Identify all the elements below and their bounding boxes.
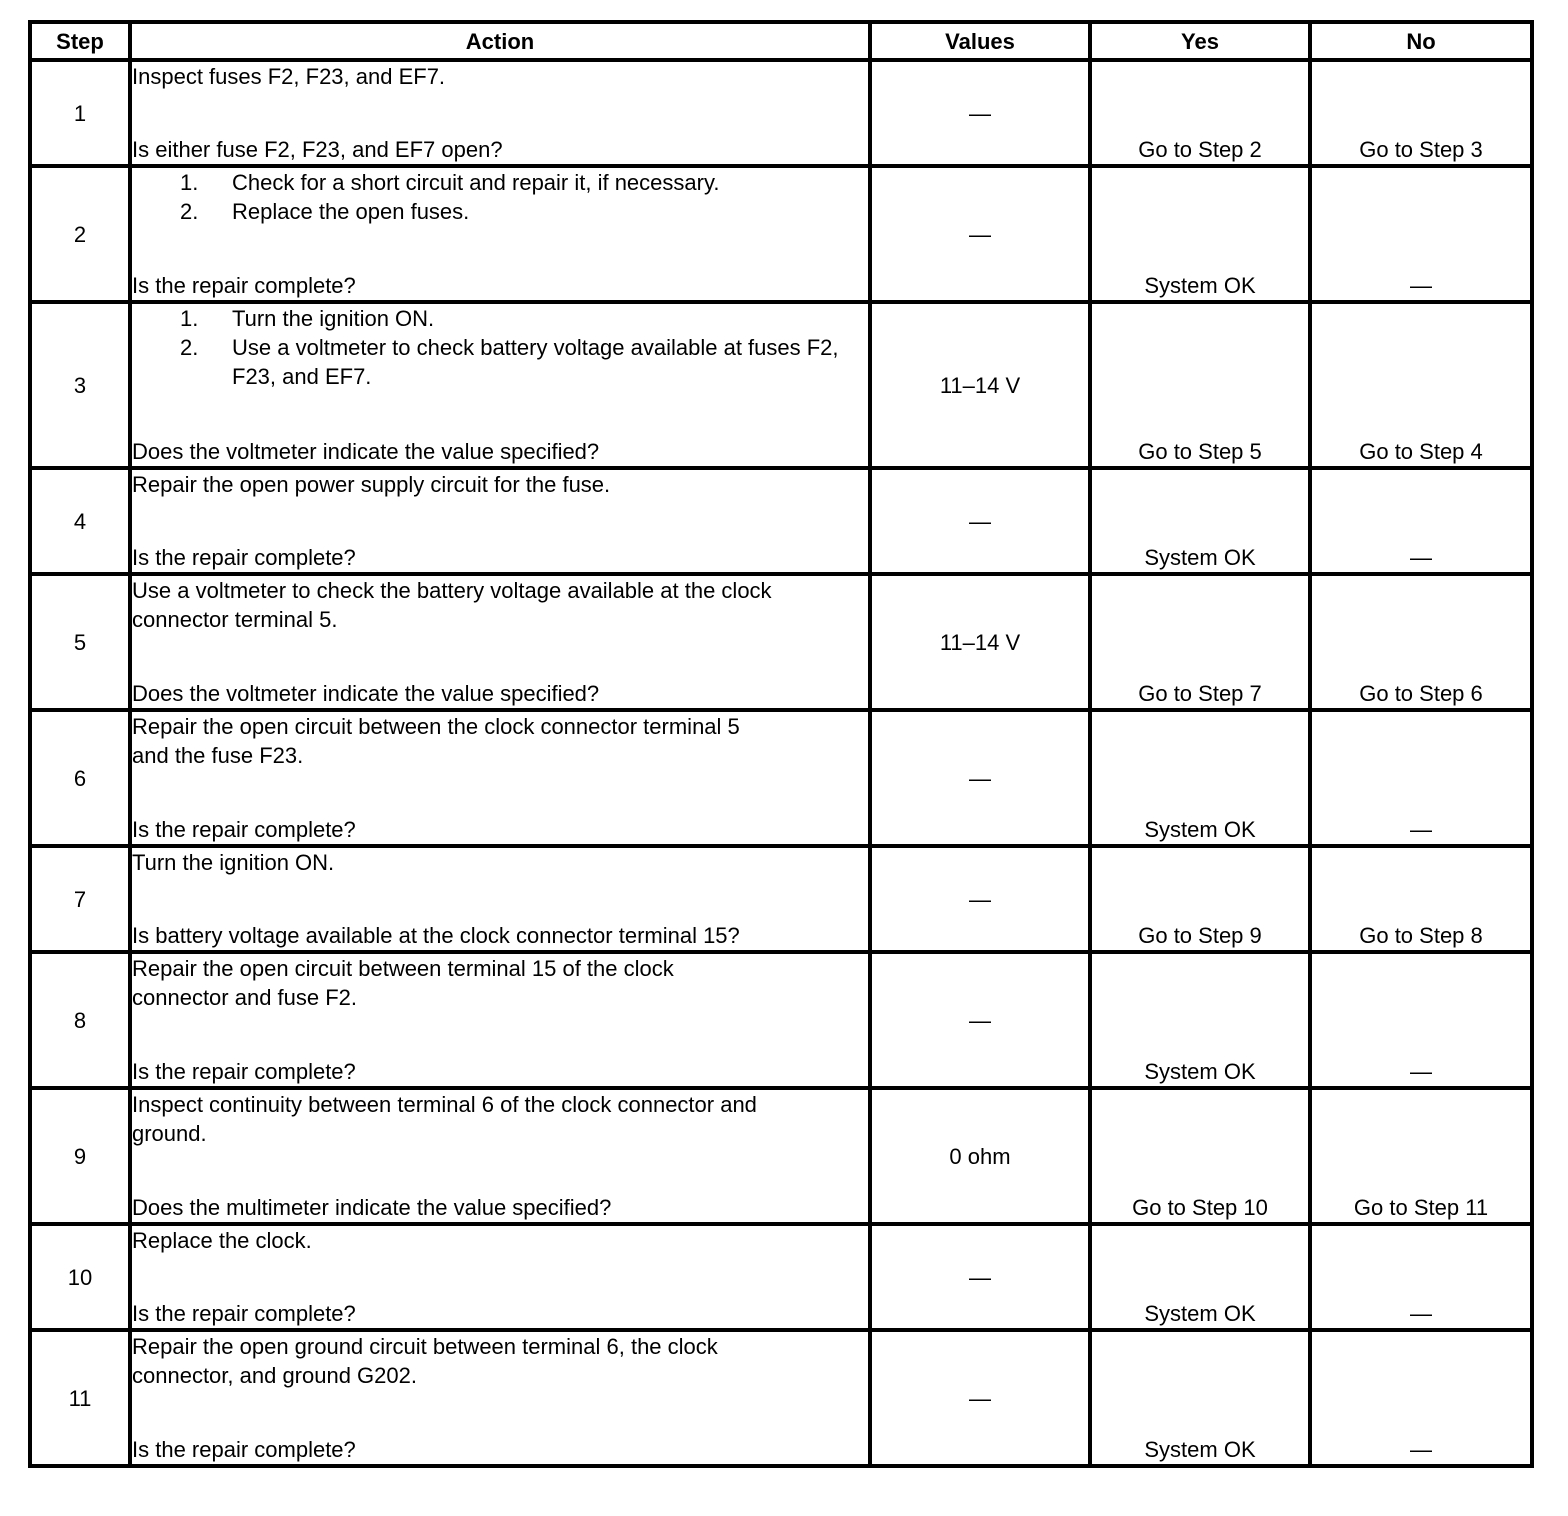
action-content xyxy=(132,848,868,950)
table-body xyxy=(30,60,1532,1466)
action-cell xyxy=(130,1088,870,1224)
header-no: No xyxy=(1310,22,1532,60)
action-content xyxy=(132,304,868,466)
value-cell: 0 ohm xyxy=(870,1088,1090,1224)
action-content xyxy=(132,1332,868,1464)
value-cell: — xyxy=(870,846,1090,952)
table-row xyxy=(30,710,1532,846)
numbered-item xyxy=(132,304,868,333)
table-row xyxy=(30,846,1532,952)
action-instructions xyxy=(132,1090,868,1148)
action-question: Is the repair complete? xyxy=(132,1059,356,1084)
yes-cell: Go to Step 7 xyxy=(1090,574,1310,710)
action-cell xyxy=(130,468,870,574)
table-row xyxy=(30,468,1532,574)
table-row xyxy=(30,60,1532,166)
no-cell: Go to Step 4 xyxy=(1310,302,1532,468)
no-cell: — xyxy=(1310,1224,1532,1330)
step-number: 11 xyxy=(30,1330,130,1466)
no-cell: Go to Step 6 xyxy=(1310,574,1532,710)
yes-cell: System OK xyxy=(1090,952,1310,1088)
no-cell: Go to Step 8 xyxy=(1310,846,1532,952)
item-number: 2. xyxy=(180,335,199,360)
header-step: Step xyxy=(30,22,130,60)
no-cell: — xyxy=(1310,166,1532,302)
action-instructions xyxy=(132,304,868,391)
action-text-line: Repair the open circuit between the clock connector terminal 5 xyxy=(132,714,740,739)
action-question: Is the repair complete? xyxy=(132,1437,356,1462)
table-row xyxy=(30,1224,1532,1330)
action-content xyxy=(132,712,868,844)
table-row xyxy=(30,166,1532,302)
item-number: 1. xyxy=(180,170,199,195)
action-instructions xyxy=(132,712,868,770)
value-cell: — xyxy=(870,60,1090,166)
action-text-line: and the fuse F23. xyxy=(132,743,304,768)
numbered-item xyxy=(132,197,868,226)
action-instructions xyxy=(132,62,868,91)
action-text-line: connector, and ground G202. xyxy=(132,1363,417,1388)
action-question: Is the repair complete? xyxy=(132,273,356,298)
no-cell: — xyxy=(1310,468,1532,574)
item-number: 2. xyxy=(180,199,199,224)
action-text-line: Use a voltmeter to check the battery voltage available at the clock xyxy=(132,578,772,603)
action-content xyxy=(132,470,868,572)
action-content xyxy=(132,954,868,1086)
action-content xyxy=(132,1090,868,1222)
table-row xyxy=(30,302,1532,468)
yes-cell: System OK xyxy=(1090,1330,1310,1466)
no-cell: — xyxy=(1310,952,1532,1088)
action-content xyxy=(132,62,868,164)
no-cell: Go to Step 11 xyxy=(1310,1088,1532,1224)
action-cell xyxy=(130,710,870,846)
step-number: 9 xyxy=(30,1088,130,1224)
value-cell: — xyxy=(870,166,1090,302)
value-cell: 11–14 V xyxy=(870,302,1090,468)
action-instructions xyxy=(132,470,868,499)
action-question: Does the voltmeter indicate the value specified? xyxy=(132,439,600,464)
action-content xyxy=(132,1226,868,1328)
action-cell xyxy=(130,60,870,166)
no-cell: — xyxy=(1310,1330,1532,1466)
value-cell: — xyxy=(870,710,1090,846)
table-row xyxy=(30,1330,1532,1466)
action-cell xyxy=(130,952,870,1088)
value-cell: — xyxy=(870,1224,1090,1330)
step-number: 10 xyxy=(30,1224,130,1330)
action-question: Is either fuse F2, F23, and EF7 open? xyxy=(132,137,503,162)
action-instructions xyxy=(132,1332,868,1390)
value-cell: — xyxy=(870,1330,1090,1466)
item-text: Use a voltmeter to check battery voltage available at fuses F2, F23, and EF7. xyxy=(232,335,839,389)
step-number: 2 xyxy=(30,166,130,302)
value-cell: 11–14 V xyxy=(870,574,1090,710)
table-row xyxy=(30,574,1532,710)
action-question: Is the repair complete? xyxy=(132,1301,356,1326)
action-text-line: Turn the ignition ON. xyxy=(132,850,335,875)
step-number: 7 xyxy=(30,846,130,952)
no-cell: Go to Step 3 xyxy=(1310,60,1532,166)
action-cell xyxy=(130,846,870,952)
yes-cell: System OK xyxy=(1090,166,1310,302)
action-text-line: Repair the open ground circuit between terminal 6, the clock xyxy=(132,1334,718,1359)
item-text: Turn the ignition ON. xyxy=(232,306,435,331)
header-action: Action xyxy=(130,22,870,60)
step-number: 5 xyxy=(30,574,130,710)
action-instructions xyxy=(132,576,868,634)
step-number: 3 xyxy=(30,302,130,468)
action-instructions xyxy=(132,848,868,877)
action-text-line: Inspect fuses F2, F23, and EF7. xyxy=(132,64,446,89)
action-text-line: ground. xyxy=(132,1121,207,1146)
action-text-line: connector terminal 5. xyxy=(132,607,338,632)
action-question: Is the repair complete? xyxy=(132,545,356,570)
step-number: 6 xyxy=(30,710,130,846)
numbered-item xyxy=(132,168,868,197)
no-cell: — xyxy=(1310,710,1532,846)
header-row xyxy=(30,22,1532,60)
action-text-line: Repair the open circuit between terminal 15 of the clock xyxy=(132,956,674,981)
step-number: 1 xyxy=(30,60,130,166)
table-row xyxy=(30,952,1532,1088)
action-content xyxy=(132,576,868,708)
action-question: Is the repair complete? xyxy=(132,817,356,842)
action-text-line: connector and fuse F2. xyxy=(132,985,358,1010)
action-text-line: Repair the open power supply circuit for the fuse. xyxy=(132,472,611,497)
yes-cell: Go to Step 9 xyxy=(1090,846,1310,952)
yes-cell: Go to Step 2 xyxy=(1090,60,1310,166)
item-number: 1. xyxy=(180,306,199,331)
action-instructions xyxy=(132,954,868,1012)
yes-cell: Go to Step 10 xyxy=(1090,1088,1310,1224)
action-cell xyxy=(130,166,870,302)
action-text-line: Inspect continuity between terminal 6 of the clock connector and xyxy=(132,1092,757,1117)
action-instructions xyxy=(132,168,868,226)
numbered-item xyxy=(132,333,868,391)
header-yes: Yes xyxy=(1090,22,1310,60)
action-question: Does the multimeter indicate the value specified? xyxy=(132,1195,612,1220)
action-text-line: Replace the clock. xyxy=(132,1228,312,1253)
action-question: Is battery voltage available at the clock connector terminal 15? xyxy=(132,923,740,948)
header-values: Values xyxy=(870,22,1090,60)
table-row xyxy=(30,1088,1532,1224)
action-cell xyxy=(130,302,870,468)
yes-cell: System OK xyxy=(1090,1224,1310,1330)
item-text: Replace the open fuses. xyxy=(232,199,470,224)
action-question: Does the voltmeter indicate the value specified? xyxy=(132,681,600,706)
action-content xyxy=(132,168,868,300)
action-cell xyxy=(130,574,870,710)
action-instructions xyxy=(132,1226,868,1255)
action-cell xyxy=(130,1224,870,1330)
action-cell xyxy=(130,1330,870,1466)
yes-cell: Go to Step 5 xyxy=(1090,302,1310,468)
item-text: Check for a short circuit and repair it, if necessary. xyxy=(232,170,720,195)
yes-cell: System OK xyxy=(1090,468,1310,574)
value-cell: — xyxy=(870,952,1090,1088)
step-number: 8 xyxy=(30,952,130,1088)
diagnostic-table xyxy=(28,20,1534,1468)
value-cell: — xyxy=(870,468,1090,574)
step-number: 4 xyxy=(30,468,130,574)
yes-cell: System OK xyxy=(1090,710,1310,846)
